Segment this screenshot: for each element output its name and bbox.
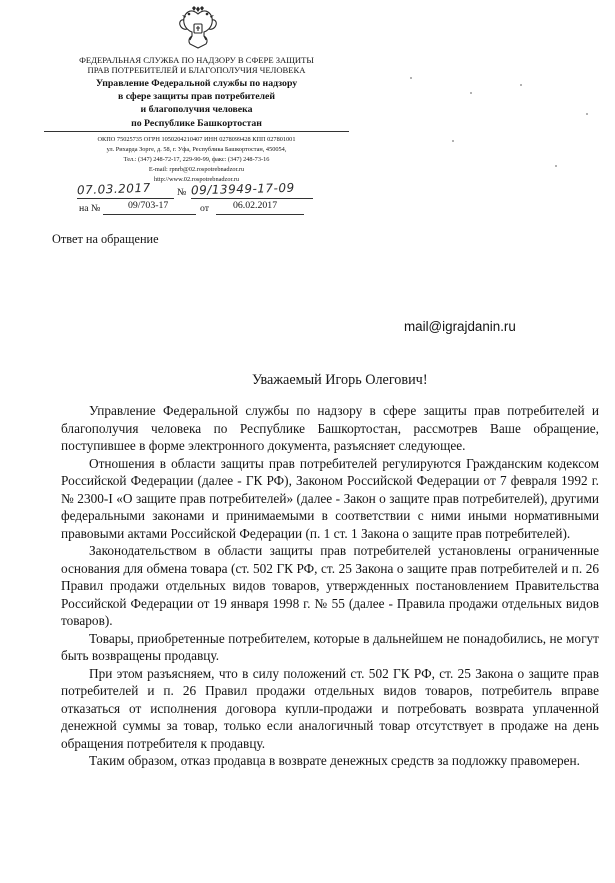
date-underline [77, 198, 174, 199]
department-name-line-2: в сфере защиты прав потребителей [117, 91, 276, 102]
recipient-email: mail@igrajdanin.ru [404, 319, 516, 334]
agency-name-line-1: ФЕДЕРАЛЬНАЯ СЛУЖБА ПО НАДЗОРУ В СФЕРЕ ЗАЩИТЫ [79, 55, 314, 65]
reference-date-label: от [200, 203, 210, 214]
salutation: Уважаемый Игорь Олегович! [252, 372, 428, 388]
department-name-line-4: по Республике Башкортостан [131, 118, 262, 129]
outgoing-number-label: № [177, 187, 187, 198]
letterhead-divider [44, 131, 349, 132]
scan-speck [470, 92, 472, 94]
department-name-line-3: и благополучия человека [140, 104, 253, 115]
reference-number-label: на № [79, 203, 101, 214]
letter-body [61, 402, 599, 770]
registration-codes: ОКПО 75025735 ОГРН 1050204210407 ИНН 0278099428 КПП 027801001 [97, 136, 296, 143]
handwritten-number: 09/13949-17-09 [190, 180, 295, 198]
paragraph-legal-basis: Отношения в области защиты прав потребителей регулируются Гражданским кодексом Российской Федерации (далее - ГК РФ), Законом Российской Федерации от 7 февраля 1992 г. № 2300-I «О защите прав потребителей» (далее - Закон о защите прав потребителей), другими федеральными законами и принимаемыми в соответствии с ними иными нормативными правовыми актами Российской Федерации (п. 1 ст. 1 Закона о защите прав потребителей). [61, 455, 599, 541]
paragraph-exchange-grounds: Законодательством в области защиты прав потребителей установлены ограниченные основания для обмена товара (ст. 502 ГК РФ, ст. 25 Закона о защите прав потребителей и п. 26 Правил продажи отдельных видов товаров, утвержденных постановлением Правительства Российской Федерации от 19 января 1998 г. № 55 (далее - Правила продажи отдельных видов товаров). [61, 543, 599, 628]
website-line: http://www.02.rospotrebnadzor.ru [153, 176, 240, 183]
paragraph-clarification: При этом разъясняем, что в силу положений ст. 502 ГК РФ, ст. 25 Закона о защите прав потребителей и п. 26 Правил продажи отдельных видов товаров, потребитель вправе отказаться от исполнения договора купли-продажи и потребовать возврата уплаченной денежной суммы за товар, только если аналогичный товар отсутствует в продаже на день обращения потребителя к продавцу. [61, 665, 599, 751]
paragraph-intro: Управление Федеральной службы по надзору в сфере защиты прав потребителей и благополучия человека по Республике Башкортостан, рассмотрев Ваше обращение, поступившее в форме электронного документа, разъясняет следующее. [61, 403, 599, 453]
scan-speck [520, 84, 522, 86]
scan-speck [410, 77, 412, 79]
email-line: E-mail: rpnrb@02.rospotrebnadzor.ru [148, 166, 245, 173]
reference-date-underline [216, 214, 304, 215]
handwritten-date: 07.03.2017 [76, 180, 151, 198]
agency-name-line-2: ПРАВ ПОТРЕБИТЕЛЕЙ И БЛАГОПОЛУЧИЯ ЧЕЛОВЕКА [87, 65, 306, 75]
paragraph-conclusion: Таким образом, отказ продавца в возврате денежных средств за подложку правомерен. [89, 753, 580, 768]
department-name-line-1: Управление Федеральной службы по надзору [95, 78, 298, 89]
reference-number-underline [103, 214, 196, 215]
paragraph-no-return: Товары, приобретенные потребителем, которые в дальнейшем не понадобились, не могут быть возвращены продавцу. [61, 630, 599, 663]
scan-speck [586, 113, 588, 115]
coat-of-arms-icon [178, 6, 218, 50]
subject-line: Ответ на обращение [52, 232, 159, 246]
number-underline [191, 198, 313, 199]
scan-speck [555, 165, 557, 167]
scan-speck [452, 140, 454, 142]
reference-date: 06.02.2017 [233, 200, 278, 211]
reference-number: 09/703-17 [128, 200, 169, 211]
address-line: ул. Рихарда Зорге, д. 58, г. Уфа, Республика Башкортостан, 450054, [106, 146, 287, 153]
phone-line: Тел.: (347) 248-72-17, 229-90-99, факс: (347) 248-73-16 [123, 156, 270, 163]
